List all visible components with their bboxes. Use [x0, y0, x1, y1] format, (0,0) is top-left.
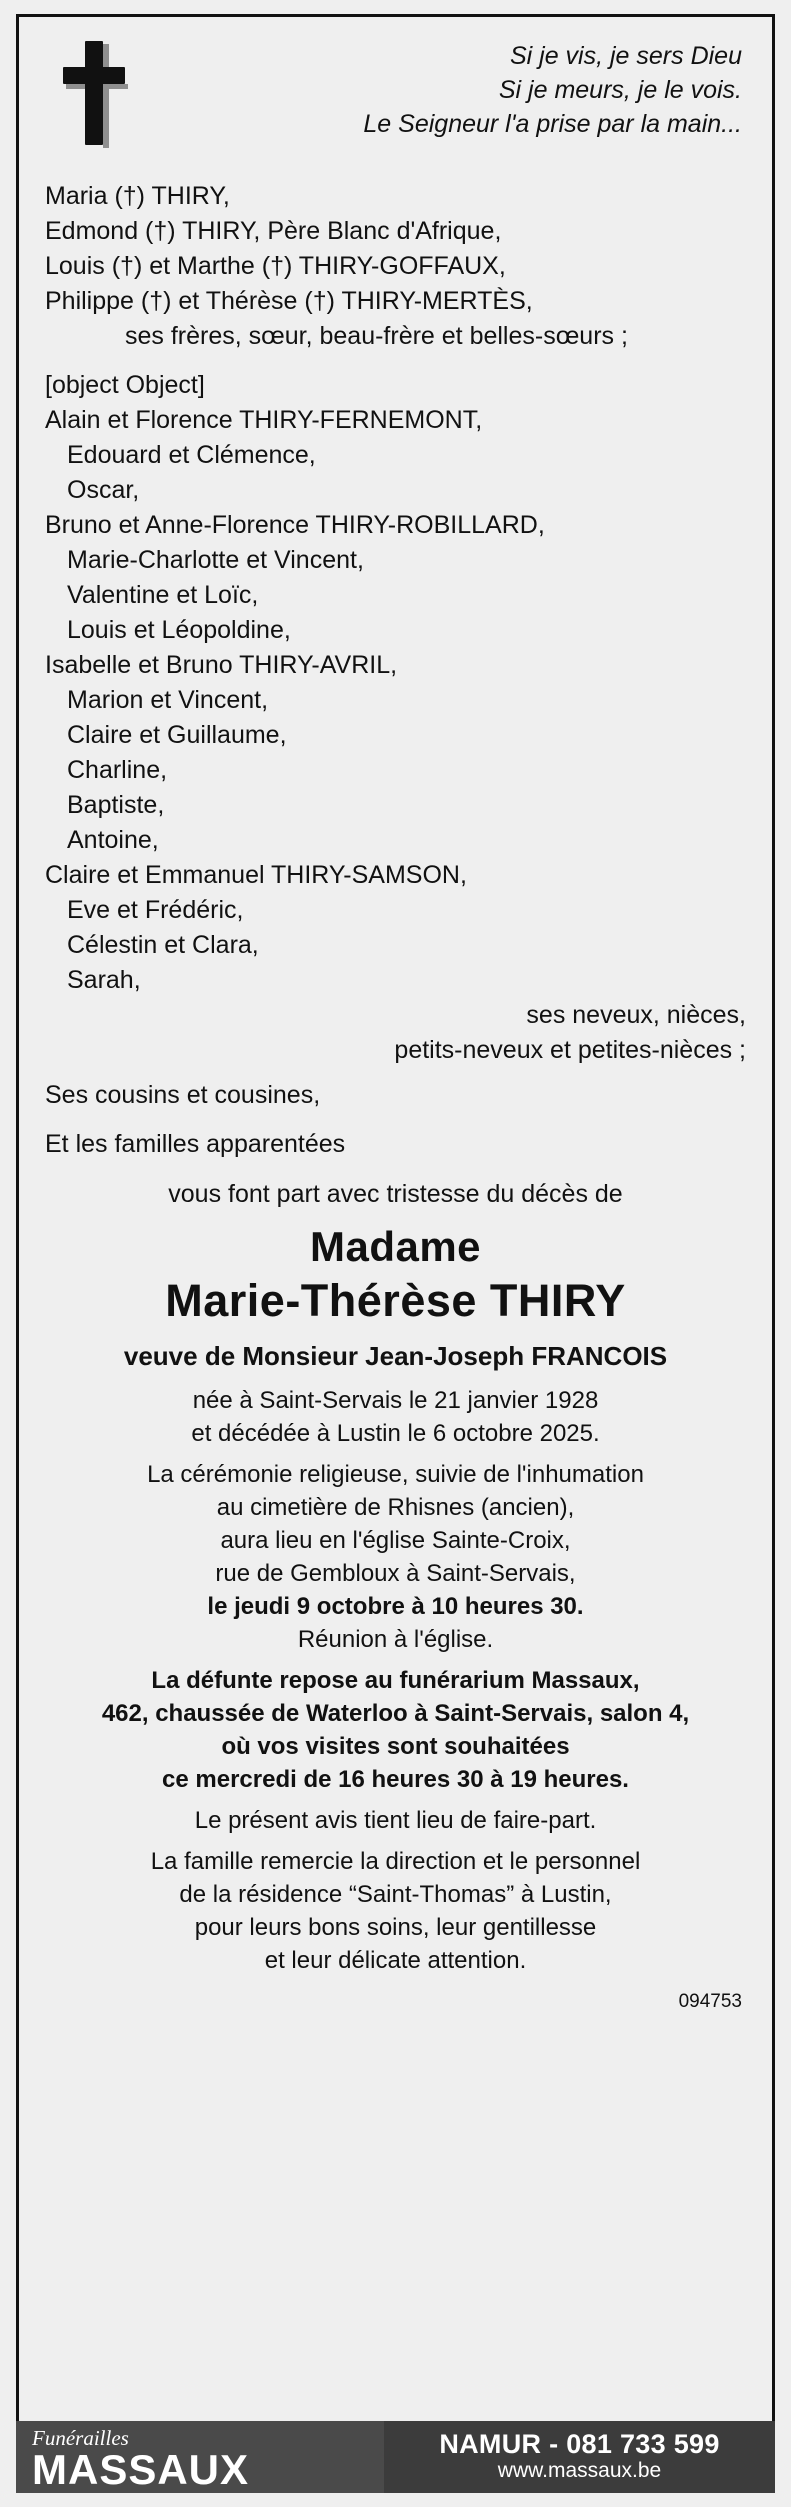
family-group-cousins	[45, 1078, 746, 1113]
family-line: Edouard et Clémence,	[67, 441, 316, 469]
family-line: Antoine,	[67, 826, 159, 854]
family-line: Marion et Vincent,	[67, 686, 269, 714]
thanks-line: La famille remercie la direction et le personnel	[150, 1848, 641, 1875]
funerarium-line: La défunte repose au funérarium Massaux,	[151, 1667, 640, 1694]
funeral-home-brand	[16, 2421, 384, 2493]
family-line: Louis (†) et Marthe (†) THIRY-GOFFAUX,	[45, 252, 506, 280]
family-line: Edmond (†) THIRY, Père Blanc d'Afrique,	[45, 217, 502, 245]
family-line: Philippe (†) et Thérèse (†) THIRY-MERTÈS,	[45, 287, 533, 315]
epitaph-line: Le Seigneur l'a prise par la main...	[363, 110, 742, 138]
family-line: Oscar,	[67, 476, 140, 504]
epitaph-line: Si je vis, je sers Dieu	[509, 42, 742, 70]
family-line: Célestin et Clara,	[67, 931, 259, 959]
epitaph-line: Si je meurs, je le vois.	[498, 76, 742, 104]
funerarium-line: 462, chaussée de Waterloo à Saint-Servais, salon 4,	[101, 1700, 690, 1727]
meeting-line: Réunion à l'église.	[297, 1626, 494, 1653]
contact-website[interactable]: www.massaux.be	[497, 2459, 662, 2482]
epitaph	[45, 35, 746, 141]
ceremony-time: le jeudi 9 octobre à 10 heures 30.	[207, 1593, 584, 1620]
family-relation-note: ses neveux, nièces,	[526, 1001, 746, 1029]
family-group-others	[45, 1127, 746, 1162]
family-line: Sarah,	[67, 966, 141, 994]
funeral-home-contact	[384, 2421, 775, 2493]
family-relation-note: petits-neveux et petites-nièces ;	[394, 1036, 746, 1064]
family-line: Alain et Florence THIRY-FERNEMONT,	[45, 406, 483, 434]
contact-phone: NAMUR - 081 733 599	[439, 2429, 720, 2459]
family-line: Isabelle et Bruno THIRY-AVRIL,	[45, 651, 398, 679]
thanks-line: de la résidence “Saint-Thomas” à Lustin,	[179, 1881, 612, 1908]
family-list	[45, 179, 746, 1162]
death-line: et décédée à Lustin le 6 octobre 2025.	[191, 1420, 600, 1447]
family-line: Valentine et Loïc,	[67, 581, 259, 609]
family-line: Claire et Emmanuel THIRY-SAMSON,	[45, 861, 467, 889]
family-line: Marie-Charlotte et Vincent,	[67, 546, 364, 574]
family-line: Claire et Guillaume,	[67, 721, 287, 749]
family-line: Et les familles apparentées	[45, 1130, 346, 1158]
deceased-title: Madame	[309, 1223, 482, 1270]
ceremony-line: aura lieu en l'église Sainte-Croix,	[220, 1527, 571, 1554]
notice-header	[45, 35, 746, 155]
birth-line: née à Saint-Servais le 21 janvier 1928	[192, 1387, 599, 1414]
family-group-nephews	[45, 368, 746, 1068]
thanks-line: pour leurs bons soins, leur gentillesse	[194, 1914, 597, 1941]
deceased-widow-of: veuve de Monsieur Jean-Joseph FRANCOIS	[123, 1341, 668, 1371]
family-line: Charline,	[67, 756, 168, 784]
thanks-line: et leur délicate attention.	[264, 1947, 527, 1974]
reference-number: 094753	[678, 1991, 742, 2012]
family-line: Ses cousins et cousines,	[45, 1081, 321, 1109]
deceased-name: Marie-Thérèse THIRY	[165, 1275, 626, 1326]
family-relation-note: ses frères, sœur, beau-frère et belles-sœurs ;	[125, 322, 628, 350]
family-line: Louis et Léopoldine,	[67, 616, 291, 644]
announcement-text: vous font part avec tristesse du décès de	[168, 1180, 623, 1208]
family-line: Baptiste,	[67, 791, 165, 819]
funerarium-line: où vos visites sont souhaitées	[221, 1733, 570, 1760]
faire-part-line: Le présent avis tient lieu de faire-part.	[194, 1807, 597, 1834]
funeral-home-footer	[16, 2421, 775, 2493]
brand-subtitle: Funérailles	[32, 2426, 129, 2450]
ceremony-line: au cimetière de Rhisnes (ancien),	[216, 1494, 575, 1521]
family-line: Bruno et Anne-Florence THIRY-ROBILLARD,	[45, 511, 545, 539]
ceremony-line: rue de Gembloux à Saint-Servais,	[215, 1560, 576, 1587]
cross-icon	[55, 41, 133, 145]
family-group-siblings	[45, 179, 746, 354]
family-line: Maria (†) THIRY,	[45, 182, 230, 210]
funeral-details	[45, 1384, 746, 1977]
funerarium-line: ce mercredi de 16 heures 30 à 19 heures.	[162, 1766, 629, 1793]
notice-frame	[16, 14, 775, 2432]
ceremony-line: La cérémonie religieuse, suivie de l'inhumation	[147, 1461, 644, 1488]
brand-name: MASSAUX	[32, 2446, 250, 2493]
family-line: Eve et Frédéric,	[67, 896, 244, 924]
family-line: [object Object]	[45, 371, 205, 399]
